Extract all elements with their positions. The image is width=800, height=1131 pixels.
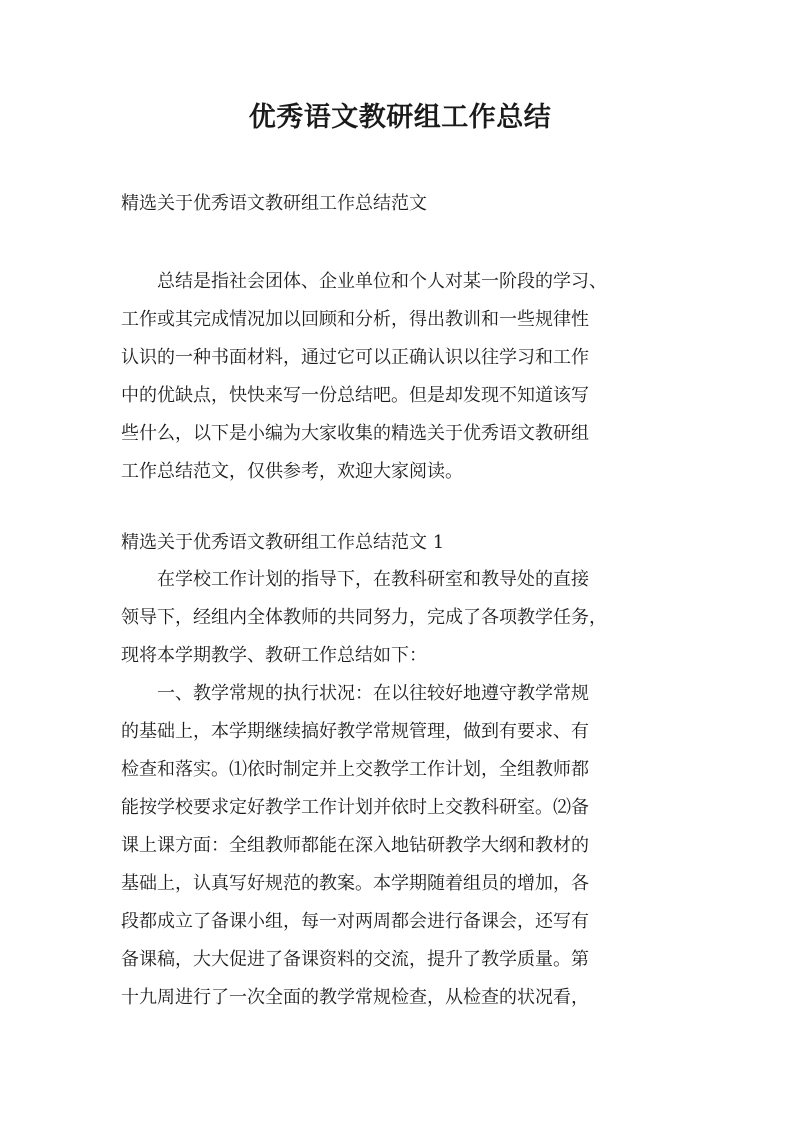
paragraph-line: 课上课方面：全组教师都能在深入地钻研教学大纲和教材的 — [121, 835, 589, 856]
intro-paragraph — [121, 263, 681, 491]
paragraph-line: 总结是指社会团体、企业单位和个人对某一阶段的学习、 — [157, 271, 607, 292]
document-subtitle: 精选关于优秀语文教研组工作总结范文 — [121, 193, 427, 214]
paragraph-line: 基础上，认真写好规范的教案。本学期随着组员的增加，各 — [121, 873, 589, 894]
paragraph-line: 工作或其完成情况加以回顾和分析，得出教训和一些规律性 — [121, 309, 589, 330]
paragraph-line: 段都成立了备课小组，每一对两周都会进行备课会，还写有 — [121, 911, 589, 932]
paragraph-line: 领导下，经组内全体教师的共同努力，完成了各项教学任务， — [121, 607, 607, 628]
paragraph-line: 现将本学期教学、教研工作总结如下： — [121, 645, 427, 666]
section-heading: 精选关于优秀语文教研组工作总结范文 1 — [121, 532, 445, 553]
paragraph-line: 工作总结范文，仅供参考，欢迎大家阅读。 — [121, 461, 463, 482]
paragraph-line: 的基础上，本学期继续搞好教学常规管理，做到有要求、有 — [121, 721, 589, 742]
paragraph-line: 十九周进行了一次全面的教学常规检查，从检查的状况看， — [121, 987, 589, 1008]
section-body — [121, 561, 681, 1017]
paragraph-line: 检查和落实。⑴依时制定并上交教学工作计划，全组教师都 — [121, 759, 589, 780]
document-title: 优秀语文教研组工作总结 — [248, 102, 552, 133]
paragraph-line: 备课稿，大大促进了备课资料的交流，提升了教学质量。第 — [121, 949, 589, 970]
paragraph-line: 些什么，以下是小编为大家收集的精选关于优秀语文教研组 — [121, 423, 589, 444]
paragraph-line: 能按学校要求定好教学工作计划并依时上交教科研室。⑵备 — [121, 797, 589, 818]
paragraph-line: 在学校工作计划的指导下，在教科研室和教导处的直接 — [157, 569, 589, 590]
paragraph-line: 认识的一种书面材料，通过它可以正确认识以往学习和工作 — [121, 347, 589, 368]
paragraph-line: 一、教学常规的执行状况：在以往较好地遵守教学常规 — [157, 683, 589, 704]
paragraph-line: 中的优缺点，快快来写一份总结吧。但是却发现不知道该写 — [121, 385, 589, 406]
